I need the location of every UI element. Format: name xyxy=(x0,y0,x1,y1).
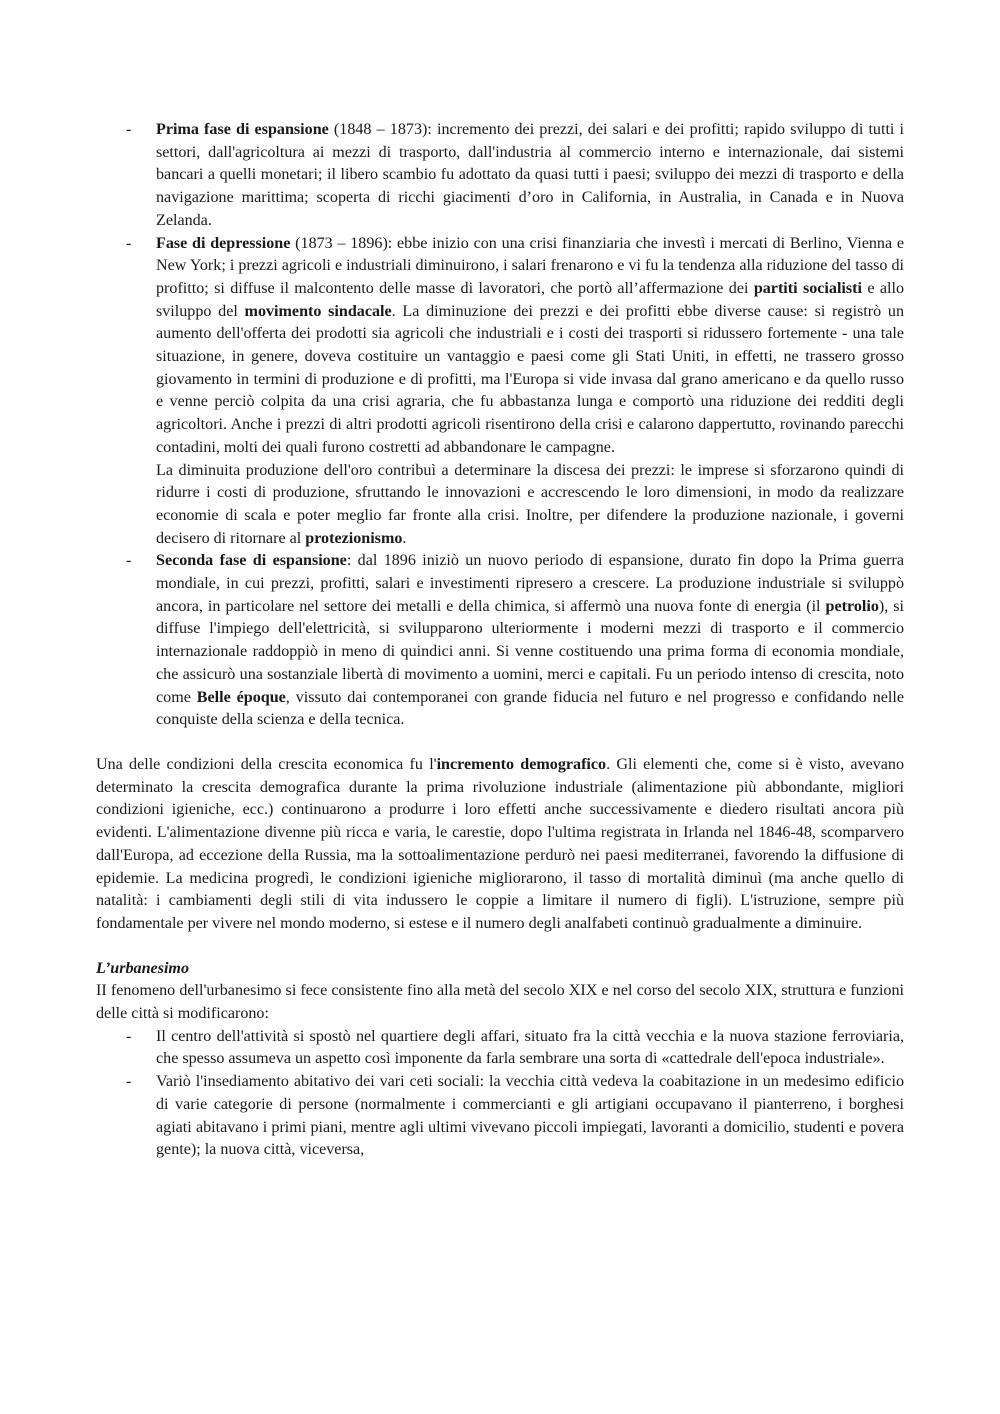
urbanesimo-intro: II fenomeno dell'urbanesimo si fece consistente fino alla metà del secolo XIX e nel corso del secolo XIX, struttura e funzioni delle città si modificarono: xyxy=(96,982,904,1023)
list-item xyxy=(96,1071,904,1162)
page-content xyxy=(96,119,904,1162)
text-span: Una delle condizioni della crescita economica fu l' xyxy=(96,755,437,773)
text-span: (1873 – 1896): ebbe inizio con una crisi finanziaria che investì i mercati di Berlino, Vienna e New York; i prezzi agricoli e industriali diminuirono, i salari frenarono e vi fu la tendenza alla riduzione del tasso di profitto; si diffuse il malcontento delle masse di lavoratori, che portò all’affermazione dei xyxy=(156,234,905,297)
bullet-dash: - xyxy=(126,1027,132,1045)
text-span: (1848 – 1873): incremento dei prezzi, dei salari e dei profitti; rapido sviluppo di tutti i settori, dall'agricoltura ai mezzi di trasporto, dall'industria al commercio interno e internazionale, dai sistemi bancari a quelli monetari; il libero scambio fu adottato da quasi tutti i paesi; sviluppo dei mezzi di trasporto e della navigazione marittima; scoperta di ricchi giacimenti d’oro in California, in Australia, in Canada e in Nuova Zelanda. xyxy=(156,121,904,229)
bold-term: petrolio xyxy=(825,597,879,615)
bold-term: protezionismo xyxy=(305,529,403,547)
list-item-continuation xyxy=(156,460,904,551)
list-item xyxy=(96,233,904,551)
bold-term: Prima fase di espansione xyxy=(156,121,329,138)
text-span: . xyxy=(402,529,407,547)
text-span: , vissuto dai contemporanei con grande fiducia nel futuro e nel progresso e confidando nelle conquiste della scienza e della tecnica. xyxy=(156,688,905,729)
section-heading: L’urbanesimo xyxy=(96,959,190,977)
text-span: . Gli elementi che, come si è visto, avevano determinato la crescita demografica durante la prima rivoluzione industriale (alimentazione più abbondante, migliori condizioni igieniche, ecc.) continuarono a produrre i loro effetti anche successivamente e diedero risultati ancora più evidenti. L'alimentazione divenne più ricca e varia, le carestie, dopo l'ultima registrata in Irlanda nel 1846-48, scomparvero dall'Europa, ad eccezione della Russia, ma la sottoalimentazione perdurò nei paesi mediterranei, favorendo la diffusione di epidemie. La medicina progredì, le condizioni igieniche migliorarono, il tasso di mortalità diminuì (ma anche quello di natalità: i cambiamenti degli stili di vita indussero le coppie a limitare il numero di figli). L'istruzione, sempre più fondamentale per vivere nel mondo moderno, si estese e il numero degli analfabeti continuò gradualmente a diminuire. xyxy=(96,755,904,932)
bold-term: partiti socialisti xyxy=(753,279,862,297)
list-item xyxy=(96,1026,904,1071)
bold-term: movimento sindacale xyxy=(244,302,392,320)
bullet-dash: - xyxy=(126,1073,132,1091)
bullet-dash: - xyxy=(126,121,132,138)
text-span: La diminuita produzione dell'oro contribuì a determinare la discesa dei prezzi: le imprese si sforzarono quindi di ridurre i costi di produzione, sfruttando le innovazioni e accrescendo le loro dimensioni, in modo da realizzare economie di scala e poter meglio far fronte alla crisi. Inoltre, per difendere la produzione nazionale, i governi decisero di ritornare al xyxy=(156,461,904,547)
list-item-text xyxy=(156,550,904,732)
list-item-text: Variò l'insediamento abitativo dei vari ceti sociali: la vecchia città vedeva la coabitazione in un medesimo edificio di varie categorie di persone (normalmente i commercianti e gli artigiani occupavano il pianterreno, i borghesi agiati abitavano i primi piani, mentre agli ultimi vivevano piccoli impiegati, lavoranti a domicilio, studenti e povera gente); la nuova città, viceversa, xyxy=(156,1073,904,1159)
bullet-dash: - xyxy=(126,234,132,252)
list-item-text xyxy=(156,119,904,233)
text-span: : dal 1896 iniziò un nuovo periodo di espansione, durato fin dopo la Prima guerra mondiale, in cui prezzi, profitti, salari e investimenti ripresero a crescere. La produzione industriale si sviluppò ancora, in particolare nel settore dei metalli e della chimica, si affermò una nuova fonte di energia (il xyxy=(156,552,904,615)
bold-term: Fase di depressione xyxy=(156,234,291,252)
list-item xyxy=(96,119,904,233)
list-item xyxy=(96,550,904,732)
bold-term: Belle époque xyxy=(196,688,286,706)
demographic-paragraph xyxy=(96,754,904,936)
text-span: . La diminuzione dei prezzi e dei profitti ebbe diverse cause: si registrò un aumento dell'offerta dei prodotti sia agricoli che industriali e i costi dei trasporti si ridussero fortemente - una tale situazione, in genere, doveva costituire un vantaggio e paesi come gli Stati Uniti, in effetti, ne trassero grosso giovamento in termini di produzione e di profitti, ma l'Europa si vide invasa dal grano americano e da quello russo e venne perciò colpita da una crisi agraria, che fu abbastanza lunga e comportò una riduzione dei redditi degli agricoltori. Anche i prezzi di altri prodotti agricoli risentirono della crisi e calarono dappertutto, rovinando parecchi contadini, molti dei quali furono costretti ad abbandonare le campagne. xyxy=(156,302,904,456)
bold-term: Seconda fase di espansione xyxy=(156,552,347,570)
list-item-text xyxy=(156,233,904,460)
expansion-phases-list xyxy=(96,119,904,732)
text-span: ), si diffuse l'impiego dell'elettricità, si svilupparono ulteriormente i moderni mezzi di trasporto e il commercio internazionale raddoppiò in meno di quindici anni. Si venne costituendo una prima forma di economia mondiale, che assicurò una sostanziale libertà di movimento a uomini, merci e capitali. Fu un periodo intenso di crescita, noto come xyxy=(156,597,905,706)
text-span: e allo sviluppo del xyxy=(156,279,905,320)
bullet-dash: - xyxy=(126,552,132,570)
list-item-text: Il centro dell'attività si spostò nel quartiere degli affari, situato fra la città vecchia e la nuova stazione ferroviaria, che spesso assumeva un aspetto così imponente da farla sembrare una sorta di «cattedrale dell'epoca industriale». xyxy=(156,1027,904,1068)
bold-term: incremento demografico xyxy=(436,755,607,773)
urbanesimo-list xyxy=(96,1026,904,1162)
